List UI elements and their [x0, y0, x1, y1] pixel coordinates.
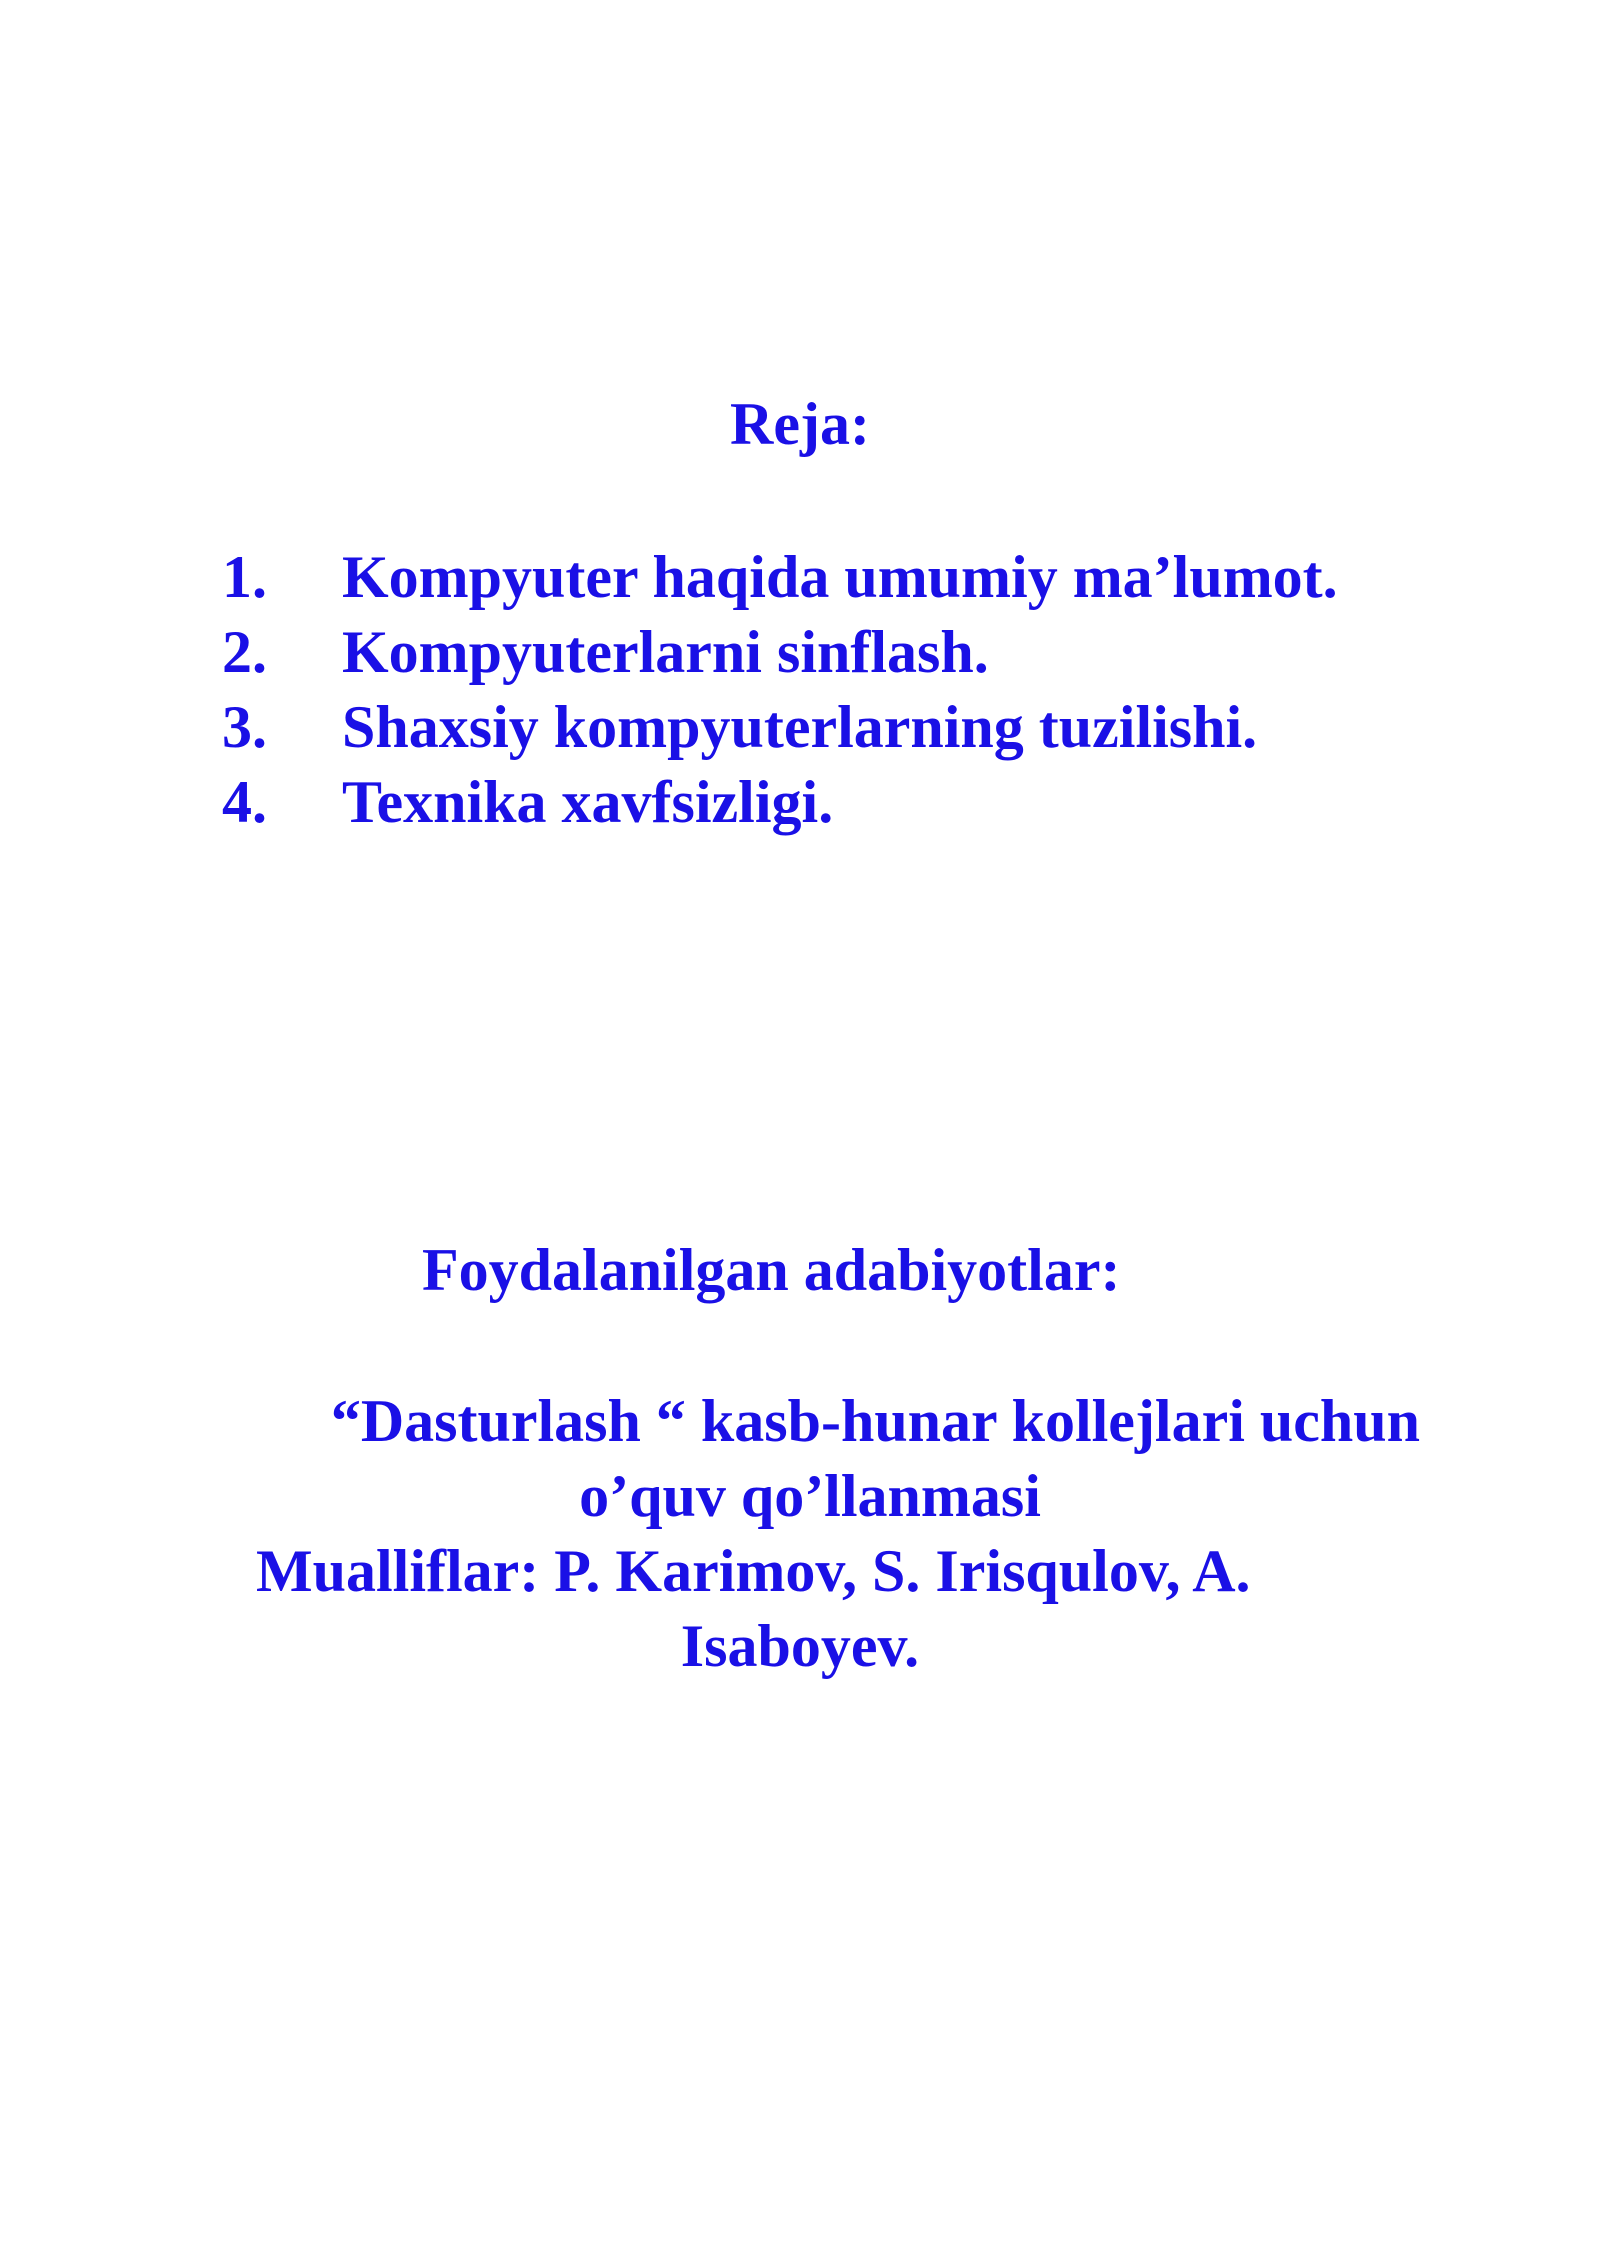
- plan-item-text: Texnika xavfsizligi.: [342, 769, 834, 835]
- plan-item-number: 1.: [222, 544, 267, 610]
- plan-item: [222, 615, 1338, 690]
- plan-item-text: Kompyuterlarni sinflash.: [342, 619, 989, 685]
- plan-title: Reja:: [730, 391, 870, 457]
- plan-item-number: 3.: [222, 694, 267, 760]
- book-title-line-1: “Dasturlash “ kasb-hunar kollejlari uchun: [330, 1388, 1420, 1454]
- authors-line-2: Isaboyev.: [680, 1613, 920, 1679]
- authors-line-1: Mualliflar: P. Karimov, S. Irisqulov, A.: [256, 1538, 1251, 1604]
- plan-item: [222, 540, 1338, 615]
- plan-item-number: 4.: [222, 769, 267, 835]
- plan-item: [222, 690, 1338, 765]
- literature-title: Foydalanilgan adabiyotlar:: [422, 1237, 1121, 1303]
- book-title-line-2: o’quv qo’llanmasi: [579, 1463, 1041, 1529]
- plan-list: [222, 540, 1338, 840]
- plan-item-text: Shaxsiy kompyuterlarning tuzilishi.: [342, 694, 1258, 760]
- literature-reference: [200, 1384, 1480, 1684]
- plan-item-text: Kompyuter haqida umumiy ma’lumot.: [342, 544, 1338, 610]
- plan-item-number: 2.: [222, 619, 267, 685]
- plan-item: [222, 765, 1338, 840]
